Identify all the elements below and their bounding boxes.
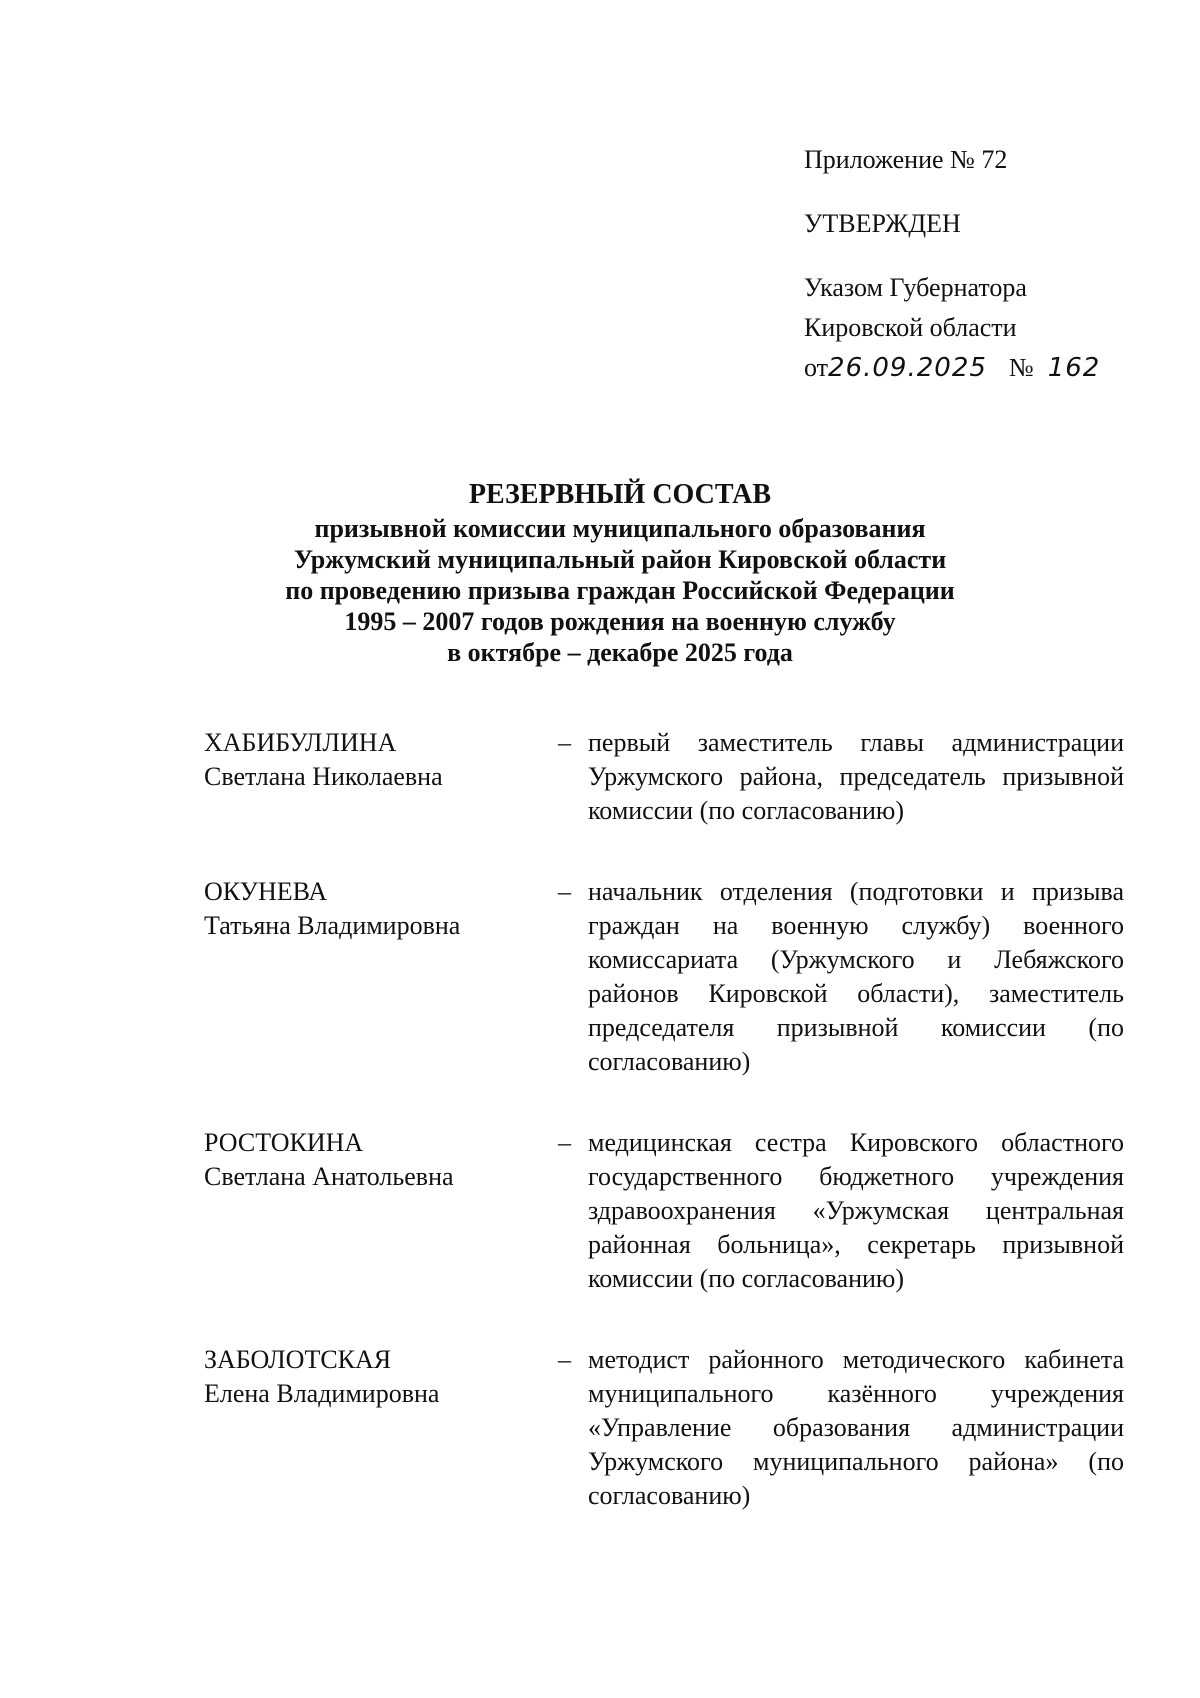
- title-line-5: в октябре – декабре 2025 года: [447, 638, 793, 667]
- member-row: [204, 1126, 1124, 1296]
- member-name: [204, 1126, 554, 1296]
- member-given-name: Татьяна Владимировна: [204, 911, 461, 940]
- document-title: [150, 477, 1090, 668]
- member-surname: ОКУНЕВА: [204, 877, 328, 906]
- member-row: [204, 875, 1124, 1079]
- title-main: РЕЗЕРВНЫЙ СОСТАВ: [468, 479, 772, 510]
- date-prefix: от: [804, 353, 829, 382]
- member-dash: –: [558, 728, 571, 757]
- decree-line-2: Кировской области: [804, 313, 1017, 342]
- appendix-label: Приложение № 72: [804, 145, 1008, 174]
- member-role: медицинская сестра Кировского областного государственного бюджетного учреждения здравоохранения «Уржумская центральная районная больница», секретарь призывной комиссии (по согласованию): [588, 1128, 1124, 1293]
- member-role: методист районного методического кабинета муниципального казённого учреждения «Управление образования администрации Уржумского муниципального района» (по согласованию): [588, 1345, 1124, 1510]
- member-dash: –: [558, 1128, 571, 1157]
- member-role: первый заместитель главы администрации Уржумского района, председатель призывной комиссии (по согласованию): [588, 728, 1124, 825]
- decree-line-1: Указом Губернатора: [804, 273, 1027, 302]
- member-role: начальник отделения (подготовки и призыва граждан на военную службу) военного комиссариата (Уржумского и Лебяжского районов Кировской области), заместитель председателя призывной комиссии (по согласованию): [588, 877, 1124, 1076]
- decree-date-line: [804, 348, 1184, 388]
- member-given-name: Светлана Николаевна: [204, 762, 443, 791]
- member-dash: –: [558, 1345, 571, 1374]
- approval-block: [804, 140, 1184, 388]
- member-dash: –: [558, 877, 571, 906]
- member-list: [204, 726, 1124, 1560]
- title-line-1: призывной комиссии муниципального образования: [314, 514, 926, 543]
- member-row: [204, 726, 1124, 828]
- member-name: [204, 875, 554, 1079]
- handwritten-number: 162: [1047, 353, 1101, 383]
- member-name: [204, 726, 554, 828]
- member-given-name: Елена Владимировна: [204, 1379, 440, 1408]
- approved-label: УТВЕРЖДЕН: [804, 209, 961, 238]
- member-surname: ХАБИБУЛЛИНА: [204, 728, 397, 757]
- handwritten-date: 26.09.2025: [828, 353, 987, 383]
- member-given-name: Светлана Анатольевна: [204, 1162, 454, 1191]
- member-name: [204, 1343, 554, 1513]
- number-sign: №: [1008, 353, 1034, 382]
- title-line-2: Уржумский муниципальный район Кировской области: [293, 545, 947, 574]
- title-line-3: по проведению призыва граждан Российской Федерации: [285, 576, 955, 605]
- member-surname: РОСТОКИНА: [204, 1128, 364, 1157]
- title-line-4: 1995 – 2007 годов рождения на военную службу: [344, 607, 896, 636]
- member-surname: ЗАБОЛОТСКАЯ: [204, 1345, 392, 1374]
- member-row: [204, 1343, 1124, 1513]
